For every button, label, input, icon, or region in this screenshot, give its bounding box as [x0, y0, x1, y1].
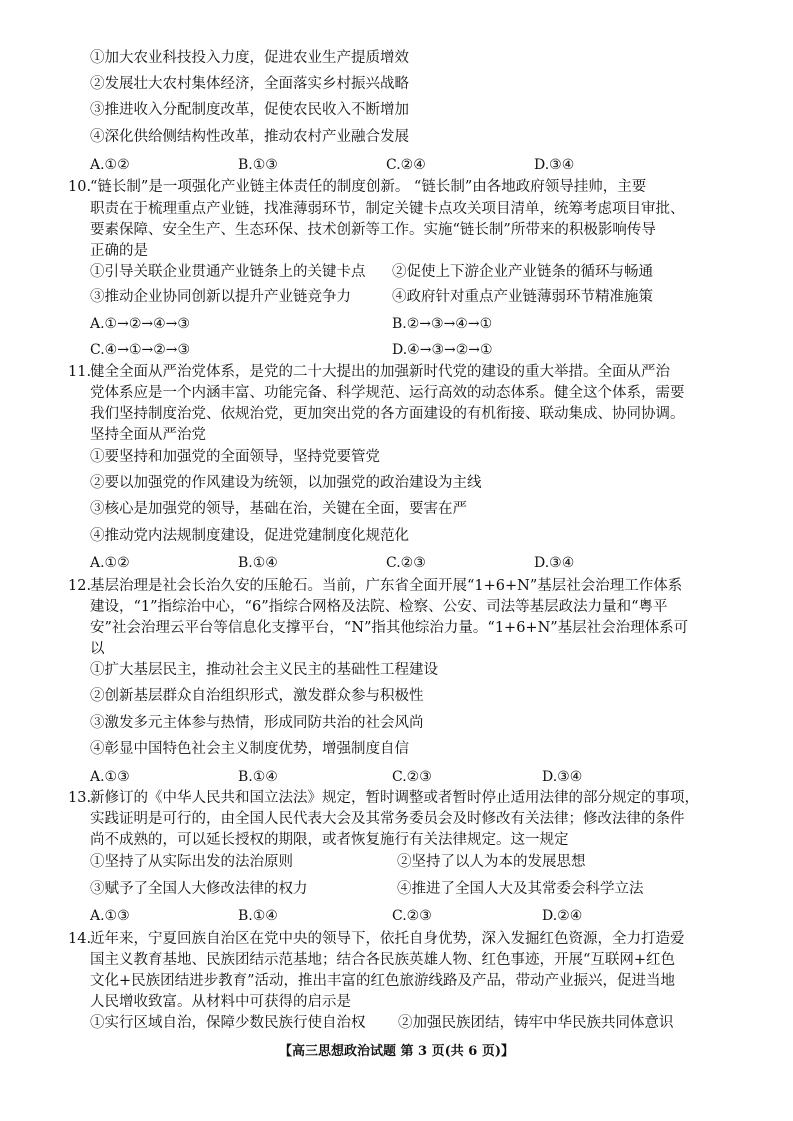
q11-choice-a[interactable]: A.①② [90, 555, 130, 571]
q11-choice-b[interactable]: B.①④ [238, 555, 278, 571]
q13-stem-2: 实践证明是可行的，由全国人民代表大会及其常务委员会及时修改有关法律；修改法律的条件 [90, 811, 685, 827]
q11-number: 11. [68, 364, 92, 380]
q13-number: 13. [68, 790, 92, 806]
q12-choice-a[interactable]: A.①③ [90, 769, 130, 785]
q12-choice-d[interactable]: D.③④ [542, 769, 583, 785]
q12-stem-3: 安”社会治理云平台等信息化支撑平台，“N”指其他综治力量。“1+6+N”基层社会治理体系可 [90, 620, 689, 636]
q11-stem-3: 我们坚持制度治党、依规治党，更加突出党的各方面建设的有机衔接、联动集成、协同协调。 [90, 406, 685, 422]
q13-choice-c[interactable]: C.②③ [392, 908, 432, 924]
q9-choice-b[interactable]: B.①③ [238, 157, 278, 173]
q9-item-3: ③推进收入分配制度改革，促使农民收入不断增加 [90, 102, 409, 118]
q10-stem-3: 要素保障、安全生产、生态环保、技术创新等工作。实施“链长制”所带来的积极影响传导 [90, 222, 656, 238]
q11-stem-1: 健全全面从严治党体系，是党的二十大提出的加强新时代党的建设的重大举措。全面从严治 [90, 364, 670, 380]
q10-stem-1: “链长制”是一项强化产业链主体责任的制度创新。 “链长制”由各地政府领导挂帅，主要 [90, 179, 647, 195]
q14-item-2: ②加强民族团结，铸牢中华民族共同体意识 [398, 1015, 674, 1031]
q13-item-1: ①坚持了从实际出发的法治原则 [90, 854, 293, 870]
q10-stem-4: 正确的是 [90, 243, 148, 259]
q11-choice-c[interactable]: C.②③ [386, 555, 426, 571]
q10-choice-c[interactable]: C.④→①→②→③ [90, 342, 191, 358]
q9-choice-c[interactable]: C.②④ [386, 157, 426, 173]
q13-choice-d[interactable]: D.②④ [542, 908, 583, 924]
q9-item-2: ②发展壮大农村集体经济，全面落实乡村振兴战略 [90, 76, 409, 92]
page-footer: 【高三思想政治试题 第 3 页(共 6 页)】 [278, 1044, 515, 1059]
q10-choice-a[interactable]: A.①→②→④→③ [90, 316, 190, 332]
q9-choice-a[interactable]: A.①② [90, 157, 130, 173]
q10-item-4: ④政府针对重点产业链薄弱环节精准施策 [392, 289, 653, 305]
q12-number: 12. [68, 578, 92, 594]
q10-number: 10. [68, 179, 92, 195]
q12-item-2: ②创新基层群众自治组织形式，激发群众参与积极性 [90, 688, 424, 704]
q13-choice-a[interactable]: A.①③ [90, 908, 130, 924]
q9-choice-d[interactable]: D.③④ [534, 157, 575, 173]
q10-stem-2: 职责在于梳理重点产业链，找准薄弱环节，制定关键卡点攻关项目清单，统筹考虑项目审批、 [90, 201, 685, 217]
q13-item-2: ②坚持了以人为本的发展思想 [397, 854, 586, 870]
q14-item-1: ①实行区域自治，保障少数民族行使自治权 [90, 1015, 366, 1031]
q14-stem-2: 国主义教育基地、民族团结示范基地；结合各民族英雄人物、红色事迹，开展“互联网+红色 [90, 952, 676, 968]
q13-stem-1: 新修订的《中华人民共和国立法法》规定，暂时调整或者暂时停止适用法律的部分规定的事项， [90, 790, 699, 806]
q13-choice-b[interactable]: B.①④ [238, 908, 278, 924]
q10-item-3: ③推动企业协同创新以提升产业链竞争力 [90, 289, 351, 305]
q11-item-4: ④推动党内法规制度建设，促进党建制度化规范化 [90, 528, 409, 544]
q11-item-2: ②要以加强党的作风建设为统领，以加强党的政治建设为主线 [90, 475, 482, 491]
q12-stem-2: 建设，“1”指综治中心，“6”指综合网格及法院、检察、公安、司法等基层政法力量和“粤平 [90, 599, 668, 615]
q11-item-3: ③核心是加强党的领导，基础在治，关键在全面，要害在严 [90, 501, 467, 517]
q10-item-2: ②促使上下游企业产业链条的循环与畅通 [392, 264, 653, 280]
q11-item-1: ①要坚持和加强党的全面领导，坚持党要管党 [90, 449, 380, 465]
q9-item-4: ④深化供给侧结构性改革，推动农村产业融合发展 [90, 129, 409, 145]
q12-choice-b[interactable]: B.①④ [238, 769, 278, 785]
q12-item-3: ③激发多元主体参与热情，形成同防共治的社会风尚 [90, 715, 424, 731]
q11-choice-d[interactable]: D.③④ [534, 555, 575, 571]
q11-stem-2: 党体系应是一个内涵丰富、功能完备、科学规范、运行高效的动态体系。健全这个体系，需要 [90, 385, 685, 401]
q14-stem-4: 人民增收致富。从材料中可获得的启示是 [90, 994, 351, 1010]
q12-choice-c[interactable]: C.②③ [392, 769, 432, 785]
q9-item-1: ①加大农业科技投入力度，促进农业生产提质增效 [90, 50, 409, 66]
q11-stem-4: 坚持全面从严治党 [90, 427, 206, 443]
q13-stem-3: 尚不成熟的，可以延长授权的期限，或者恢复施行有关法律规定。这一规定 [90, 832, 569, 848]
q12-stem-1: 基层治理是社会长治久安的压舱石。当前，广东省全面开展“1+6+N”基层社会治理工作体系 [90, 578, 683, 594]
q10-choice-b[interactable]: B.②→③→④→① [392, 316, 493, 332]
q12-stem-4: 以 [90, 641, 105, 657]
q14-number: 14. [68, 931, 92, 947]
q10-choice-d[interactable]: D.④→③→②→① [392, 342, 493, 358]
q12-item-4: ④彰显中国特色社会主义制度优势，增强制度自信 [90, 741, 409, 757]
q13-item-4: ④推进了全国人大及其常委会科学立法 [397, 881, 644, 897]
q10-item-1: ①引导关联企业贯通产业链条上的关键卡点 [90, 264, 366, 280]
q12-item-1: ①扩大基层民主，推动社会主义民主的基础性工程建设 [90, 662, 438, 678]
q14-stem-1: 近年来，宁夏回族自治区在党中央的领导下，依托自身优势，深入发掘红色资源，全力打造爱 [90, 931, 685, 947]
q13-item-3: ③赋予了全国人大修改法律的权力 [90, 881, 308, 897]
q14-stem-3: 文化+民族团结进步教育”活动，推出丰富的红色旅游线路及产品，带动产业振兴，促进当地 [90, 973, 676, 989]
